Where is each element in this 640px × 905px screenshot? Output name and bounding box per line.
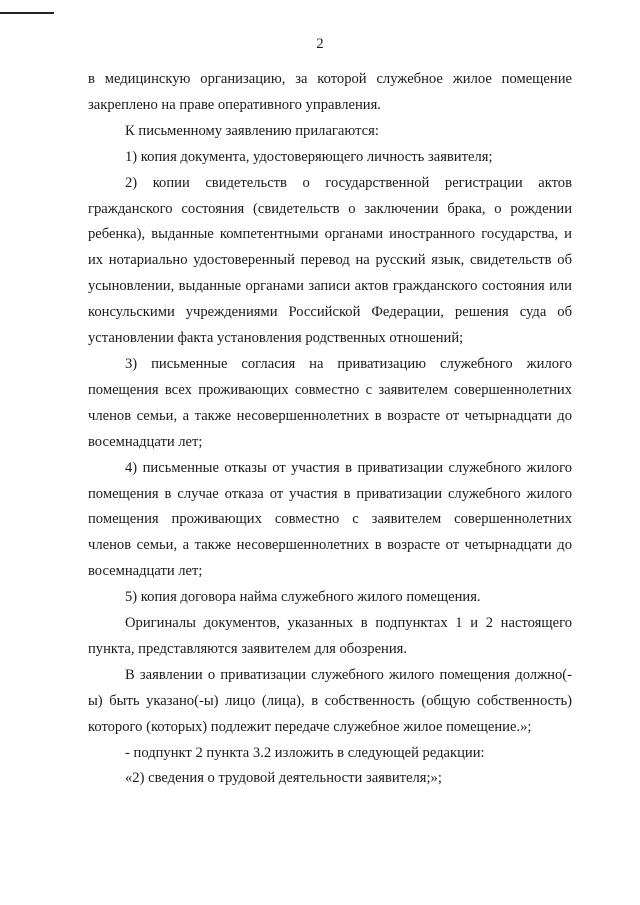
paragraph-continuation: в медицинскую организацию, за которой служебное жилое помещение закреплено на праве оперативного управления. (88, 71, 572, 113)
paragraph-amendment: - подпункт 2 пункта 3.2 изложить в следующей редакции: (125, 744, 485, 761)
paragraph-amendment-text: «2) сведения о трудовой деятельности заявителя;»; (125, 770, 442, 787)
paragraph-originals: Оригиналы документов, указанных в подпунктах 1 и 2 настоящего пункта, представляются заявителем для обозрения. (88, 615, 572, 657)
paragraph-item-1: 1) копия документа, удостоверяющего личность заявителя; (125, 148, 493, 165)
document-body (88, 67, 572, 792)
paragraph-item-4: 4) письменные отказы от участия в приватизации служебного жилого помещения в случае отказа от участия в приватизации служебного жилого помещения проживающих совместно с заявителем совершеннолетних членов семьи, а также несовершеннолетних в возрасте от четырнадцати до восемнадцати лет; (88, 459, 572, 580)
corner-mark (0, 12, 54, 14)
paragraph-item-5: 5) копия договора найма служебного жилого помещения. (125, 589, 481, 606)
page-number: 2 (316, 36, 324, 52)
paragraph-item-2: 2) копии свидетельств о государственной регистрации актов гражданского состояния (свидетельств о заключении брака, о рождении ребенка), выданные компетентными органами иностранного государства, и их нотариально удостоверенный перевод на русский язык, свидетельств об усыновлении, выданные органами записи актов гражданского состояния или консульскими учреждениями Российской Федерации, решения суда об установлении факта установления родственных отношений; (88, 174, 572, 347)
paragraph-item-3: 3) письменные согласия на приватизацию служебного жилого помещения всех проживающих совместно с заявителем совершеннолетних членов семьи, а также несовершеннолетних в возрасте от четырнадцати до восемнадцати лет; (88, 355, 572, 450)
paragraph-application-content: В заявлении о приватизации служебного жилого помещения должно(-ы) быть указано(-ы) лицо (лица), в собственность (общую собственность) которого (которых) подлежит передаче служебное жилое помещение.»; (88, 666, 572, 735)
paragraph-attachments-intro: К письменному заявлению прилагаются: (125, 122, 379, 139)
